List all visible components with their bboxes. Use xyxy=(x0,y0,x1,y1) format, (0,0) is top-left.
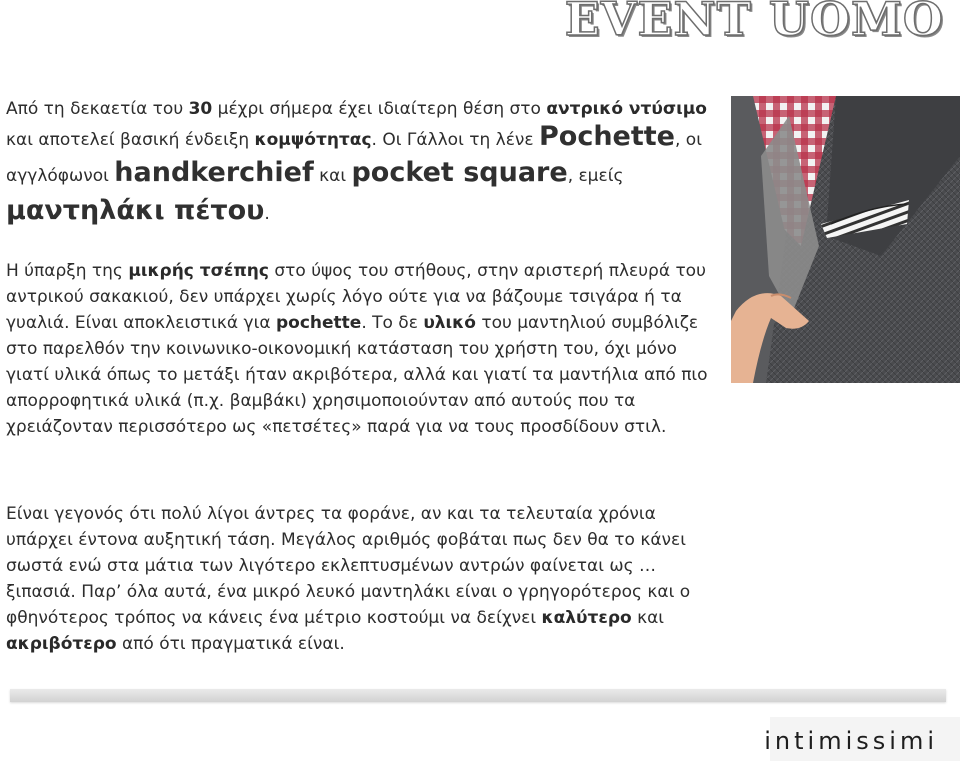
brand-title: EVENT UOMO xyxy=(564,0,944,46)
suit-pocket-square-photo xyxy=(731,96,960,383)
footer-divider xyxy=(10,689,946,702)
intimissimi-logo: intimissimi xyxy=(764,727,938,755)
intro-paragraph: Από τη δεκαετία του 30 μέχρι σήμερα έχει ιδιαίτερη θέση στο αντρικό ντύσιμο και αποτελεί βασική ένδειξη κομψότητας. Οι Γάλλοι τη λένε Pochette, οι αγγλόφωνοι handkerchief και pocket square, εμείς μαντηλάκι πέτου. xyxy=(6,99,707,226)
trend-paragraph: Είναι γεγονός ότι πολύ λίγοι άντρες τα φοράνε, αν και τα τελευταία χρόνια υπάρχει έντονα αυξητική τάση. Μεγάλος αριθμός φοβάται πως δεν θα το κάνει σωστά ενώ στα μάτια των λιγότερο εκλεπτυσμένων αντρών φαίνεται ως … ξιπασιά. Παρ’ όλα αυτά, ένα μικρό λευκό μαντηλάκι είναι ο γρηγορότερος και ο φθηνότερος τρόπος να κάνεις ένα μέτριο κοστούμι να δείχνει καλύτερο και ακριβότερο από ότι πραγματικά είναι. xyxy=(6,504,691,654)
pocket-paragraph: Η ύπαρξη της μικρής τσέπης στο ύψος του στήθους, στην αριστερή πλευρά του αντρικού σακακιού, δεν υπάρχει χωρίς λόγο ούτε για να βάζουμε τσιγάρα ή τα γυαλιά. Είναι αποκλειστικά για pochette. Το δε υλικό του μαντηλιού συμβόλιζε στο παρελθόν την κοινωνικο-οικονομική κατάσταση του χρήστη του, όχι μόνο γιατί υλικά όπως το μετάξι ήταν ακριβότερα, αλλά και γιατί τα μαντήλια από πιο απορροφητικά υλικά (π.χ. βαμβάκι) χρησιμοποιούνταν από αυτούς που τα χρειάζονταν περισσότερο ως «πετσέτες» παρά για να τους προσδίδουν στιλ. xyxy=(6,261,708,437)
